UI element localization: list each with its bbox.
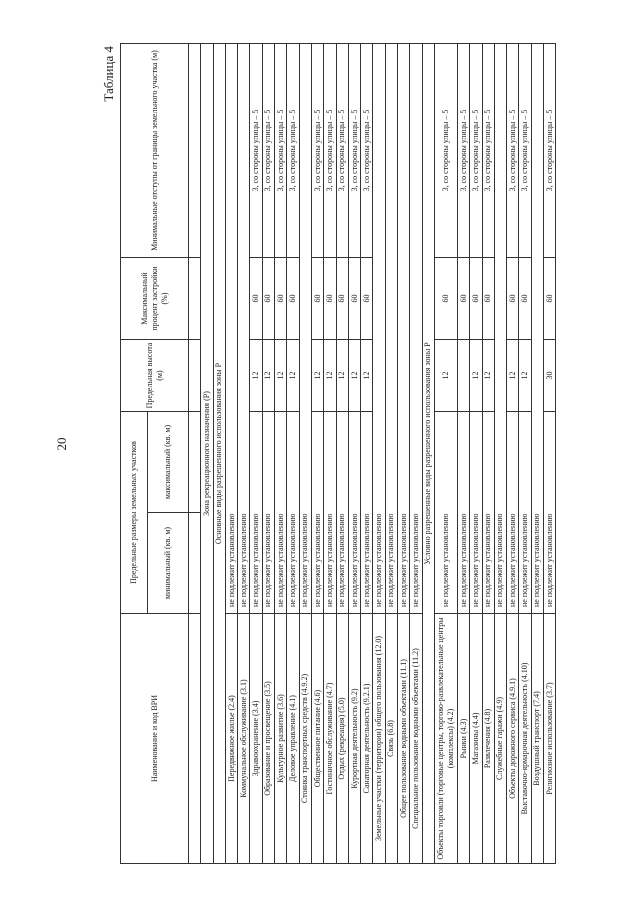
- size-cell: не подлежит установлению: [470, 412, 482, 614]
- height-cell: 12: [336, 340, 348, 412]
- size-cell: не подлежит установлению: [544, 412, 556, 614]
- table-row: [544, 44, 556, 864]
- size-cell: не подлежит установлению: [457, 412, 469, 614]
- table-row: [213, 44, 225, 864]
- table-row: [361, 44, 373, 864]
- height-cell: 12: [482, 340, 494, 412]
- height-cell: [457, 340, 469, 412]
- table-row: [457, 44, 469, 864]
- vri-name-cell: Образование и просвещение (3.5): [262, 614, 274, 864]
- not-established-cell: не подлежит установлению: [238, 44, 250, 614]
- vri-name-cell: Стоянка транспортных средств (4.9.2): [299, 614, 311, 864]
- header-coverage: Максимальный процент застройки (%): [121, 258, 189, 340]
- coverage-cell: 60: [336, 258, 348, 340]
- coverage-cell: 60: [348, 258, 360, 340]
- not-established-cell: не подлежит установлению: [299, 44, 311, 614]
- table-row: [299, 44, 311, 864]
- size-cell: не подлежит установлению: [348, 412, 360, 614]
- table-row: [324, 44, 336, 864]
- coverage-cell: 60: [275, 258, 287, 340]
- height-cell: 12: [275, 340, 287, 412]
- table-body: [189, 44, 556, 864]
- empty-cell: [189, 340, 201, 412]
- vri-name-cell: Общее пользование водными объектами (11.1): [398, 614, 410, 864]
- setback-cell: 3, со стороны улицы – 5: [348, 44, 360, 258]
- vri-name-cell: Земельные участки (территории) общего пользования (12.0): [373, 614, 385, 864]
- table-row: [238, 44, 250, 864]
- vri-name-cell: Связь (6.8): [385, 614, 397, 864]
- not-established-cell: не подлежит установлению: [531, 44, 543, 614]
- size-cell: не подлежит установлению: [434, 412, 457, 614]
- coverage-cell: 60: [434, 258, 457, 340]
- size-cell: не подлежит установлению: [311, 412, 323, 614]
- vri-name-cell: Деловое управление (4.1): [287, 614, 299, 864]
- empty-cell: [189, 614, 201, 864]
- size-cell: не подлежит установлению: [275, 412, 287, 614]
- height-cell: 12: [434, 340, 457, 412]
- table-row: [336, 44, 348, 864]
- empty-cell: [189, 44, 201, 258]
- coverage-cell: 60: [470, 258, 482, 340]
- header-name: Наименование и код ВРИ: [121, 614, 189, 864]
- coverage-cell: 60: [361, 258, 373, 340]
- height-cell: 12: [250, 340, 262, 412]
- vri-name-cell: Культурное развитие (3.6): [275, 614, 287, 864]
- height-cell: 12: [311, 340, 323, 412]
- height-cell: 30: [544, 340, 556, 412]
- setback-cell: 3, со стороны улицы – 5: [470, 44, 482, 258]
- coverage-cell: 60: [311, 258, 323, 340]
- coverage-cell: 60: [287, 258, 299, 340]
- size-cell: не подлежит установлению: [324, 412, 336, 614]
- not-established-cell: не подлежит установлению: [410, 44, 422, 614]
- table-row: [482, 44, 494, 864]
- vri-name-cell: Санаторная деятельность (9.2.1): [361, 614, 373, 864]
- coverage-cell: 60: [519, 258, 531, 340]
- setback-cell: 3, со стороны улицы – 5: [311, 44, 323, 258]
- section-heading: Основные виды разрешенного использования зоны Р: [213, 44, 225, 864]
- table-row: [311, 44, 323, 864]
- coverage-cell: 60: [544, 258, 556, 340]
- table-row: [201, 44, 213, 864]
- table-row: [422, 44, 434, 864]
- vri-name-cell: Общественное питание (4.6): [311, 614, 323, 864]
- vri-name-cell: Служебные гаражи (4.9): [494, 614, 506, 864]
- table-row: [531, 44, 543, 864]
- vri-name-cell: Коммунальное обслуживание (3.1): [238, 614, 250, 864]
- not-established-cell: не подлежит установлению: [225, 44, 237, 614]
- height-cell: 12: [519, 340, 531, 412]
- height-cell: 12: [348, 340, 360, 412]
- setback-cell: 3, со стороны улицы – 5: [336, 44, 348, 258]
- rotated-table-area: [100, 44, 618, 864]
- table-row: [519, 44, 531, 864]
- vri-name-cell: Отдых (рекреация) (5.0): [336, 614, 348, 864]
- size-cell: не подлежит установлению: [250, 412, 262, 614]
- table-row: [287, 44, 299, 864]
- vri-name-cell: Гостиничное обслуживание (4.7): [324, 614, 336, 864]
- table-row: [494, 44, 506, 864]
- not-established-cell: не подлежит установлению: [398, 44, 410, 614]
- vri-name-cell: Курортная деятельность (9.2): [348, 614, 360, 864]
- table-row: [434, 44, 457, 864]
- header-sizes: Предельные размеры земельных участков: [121, 412, 148, 614]
- setback-cell: 3, со стороны улицы – 5: [275, 44, 287, 258]
- table-row: [225, 44, 237, 864]
- coverage-cell: 60: [482, 258, 494, 340]
- header-min: минимальный (кв. м): [148, 513, 189, 614]
- setback-cell: 3, со стороны улицы – 5: [324, 44, 336, 258]
- page-number: 20: [54, 437, 69, 451]
- vri-name-cell: Объекты торговли (торговые центры, торгово-развлекательные центры (комплексы) (4.2): [434, 614, 457, 864]
- coverage-cell: 60: [324, 258, 336, 340]
- empty-cell: [189, 513, 201, 614]
- coverage-cell: 60: [250, 258, 262, 340]
- height-cell: 12: [262, 340, 274, 412]
- not-established-cell: не подлежит установлению: [494, 44, 506, 614]
- not-established-cell: не подлежит установлению: [385, 44, 397, 614]
- vri-name-cell: Воздушный транспорт (7.4): [531, 614, 543, 864]
- section-heading: Условно разрешенные виды разрешенного использования зоны Р: [422, 44, 434, 864]
- table-row: [398, 44, 410, 864]
- section-heading: Зона рекреационного назначения (Р): [201, 44, 213, 864]
- table-row: [410, 44, 422, 864]
- height-cell: 12: [287, 340, 299, 412]
- vri-name-cell: Развлечения (4.8): [482, 614, 494, 864]
- vri-name-cell: Здравоохранение (3.4): [250, 614, 262, 864]
- setback-cell: 3, со стороны улицы – 5: [544, 44, 556, 258]
- empty-cell: [189, 258, 201, 340]
- vri-name-cell: Специальное пользование водными объектами (11.2): [410, 614, 422, 864]
- setback-cell: 3, со стороны улицы – 5: [287, 44, 299, 258]
- header-max: максимальный (кв. м): [148, 412, 189, 513]
- table-row: [385, 44, 397, 864]
- setback-cell: 3, со стороны улицы – 5: [482, 44, 494, 258]
- empty-cell: [189, 412, 201, 513]
- setback-cell: 3, со стороны улицы – 5: [434, 44, 457, 258]
- header-height: Предельная высота (м): [121, 340, 189, 412]
- height-cell: 12: [507, 340, 519, 412]
- vri-name-cell: Магазины (4.4): [470, 614, 482, 864]
- setback-cell: 3, со стороны улицы – 5: [262, 44, 274, 258]
- setback-cell: 3, со стороны улицы – 5: [519, 44, 531, 258]
- vri-name-cell: Объекты дорожного сервиса (4.9.1): [507, 614, 519, 864]
- table-row: [262, 44, 274, 864]
- setback-cell: 3, со стороны улицы – 5: [250, 44, 262, 258]
- coverage-cell: 60: [507, 258, 519, 340]
- land-use-table: [120, 43, 556, 864]
- table-row: [373, 44, 385, 864]
- vri-name-cell: Религиозное использование (3.7): [544, 614, 556, 864]
- vri-name-cell: Рынки (4.3): [457, 614, 469, 864]
- table-title: Таблица 4: [101, 46, 116, 102]
- coverage-cell: 60: [457, 258, 469, 340]
- table-row: [348, 44, 360, 864]
- setback-cell: 3, со стороны улицы – 5: [457, 44, 469, 258]
- size-cell: не подлежит установлению: [519, 412, 531, 614]
- table-row: [250, 44, 262, 864]
- table-row: [470, 44, 482, 864]
- setback-cell: 3, со стороны улицы – 5: [361, 44, 373, 258]
- size-cell: не подлежит установлению: [361, 412, 373, 614]
- height-cell: 12: [470, 340, 482, 412]
- size-cell: не подлежит установлению: [287, 412, 299, 614]
- header-setback: Минимальные отступы от границы земельного участка (м): [121, 44, 189, 258]
- setback-cell: 3, со стороны улицы – 5: [507, 44, 519, 258]
- vri-name-cell: Передвижное жилье (2.4): [225, 614, 237, 864]
- table-row: [275, 44, 287, 864]
- vri-name-cell: Выставочно-ярмарочная деятельность (4.10): [519, 614, 531, 864]
- table-row: [507, 44, 519, 864]
- height-cell: 12: [361, 340, 373, 412]
- height-cell: 12: [324, 340, 336, 412]
- size-cell: не подлежит установлению: [262, 412, 274, 614]
- table-row: [189, 44, 201, 864]
- size-cell: не подлежит установлению: [336, 412, 348, 614]
- size-cell: не подлежит установлению: [507, 412, 519, 614]
- not-established-cell: не подлежит установлению: [373, 44, 385, 614]
- size-cell: не подлежит установлению: [482, 412, 494, 614]
- coverage-cell: 60: [262, 258, 274, 340]
